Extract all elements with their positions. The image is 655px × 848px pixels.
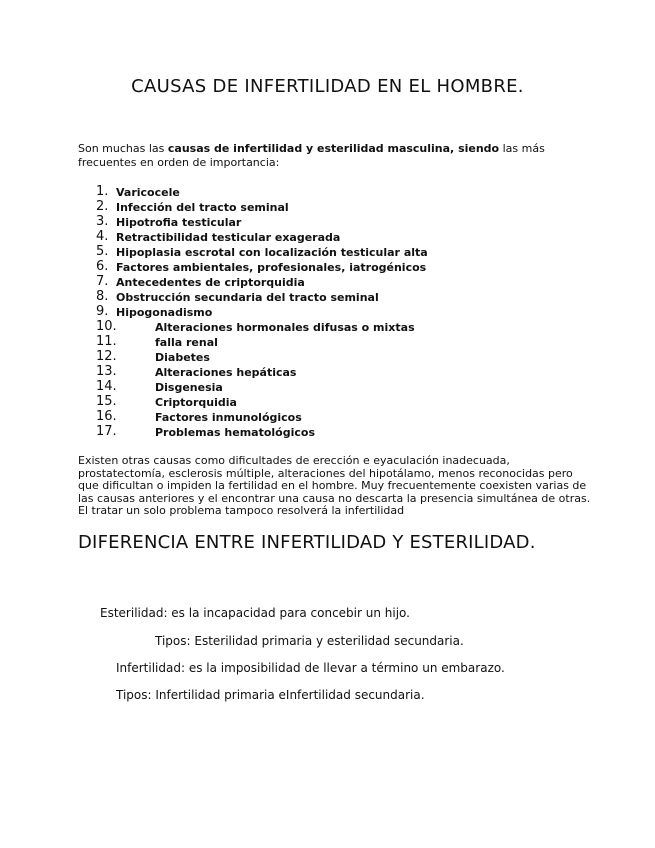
list-item-number: 9.	[96, 304, 109, 319]
list-item: Retractibilidad testicular exagerada	[116, 231, 341, 244]
list-item-number: 5.	[96, 244, 109, 259]
definition-esterilidad: Esterilidad: es la incapacidad para concebir un hijo.	[100, 606, 410, 620]
list-item: Factores ambientales, profesionales, iatrogénicos	[116, 261, 427, 274]
list-item: Problemas hematológicos	[155, 426, 315, 439]
intro-bold: causas de infertilidad y esterilidad masculina, siendo	[167, 142, 500, 155]
list-item: Varicocele	[116, 186, 180, 199]
paragraph-line: que dificultan o impiden la fertilidad en el hombre. Muy frecuentemente coexisten varias de	[78, 479, 587, 492]
list-item-number: 1.	[96, 184, 109, 199]
list-item: Antecedentes de criptorquidia	[116, 276, 305, 289]
list-item-number: 10.	[96, 319, 117, 334]
list-item-number: 14.	[96, 379, 117, 394]
list-item-number: 13.	[96, 364, 117, 379]
list-item-number: 7.	[96, 274, 109, 289]
intro-post: las más	[499, 142, 545, 155]
intro-pre: Son muchas las	[78, 142, 168, 155]
list-item: Alteraciones hormonales difusas o mixtas	[155, 321, 415, 334]
list-item-number: 11.	[96, 334, 117, 349]
list-item-number: 15.	[96, 394, 117, 409]
list-item-number: 17.	[96, 424, 117, 439]
list-item: Criptorquidia	[155, 396, 237, 409]
list-item: falla renal	[155, 336, 218, 349]
list-item-number: 2.	[96, 199, 109, 214]
list-item: Alteraciones hepáticas	[155, 366, 297, 379]
paragraph-line: prostatectomía, esclerosis múltiple, alteraciones del hipotálamo, menos reconocidas pero	[78, 466, 573, 480]
definition-infertilidad: Infertilidad: es la imposibilidad de llevar a término un embarazo.	[116, 661, 505, 675]
list-item-number: 8.	[96, 289, 109, 304]
list-item-number: 12.	[96, 349, 117, 364]
list-item: Hipogonadismo	[116, 306, 213, 319]
list-item: Infección del tracto seminal	[116, 201, 289, 214]
list-item-number: 6.	[96, 259, 109, 274]
list-item: Hipoplasia escrotal con localización testicular alta	[116, 246, 428, 259]
list-item-number: 4.	[96, 229, 109, 244]
list-item: Disgenesia	[155, 381, 223, 394]
list-item: Hipotrofia testicular	[116, 216, 242, 229]
list-item: Diabetes	[155, 351, 210, 364]
intro-line-2: frecuentes en orden de importancia:	[78, 156, 280, 169]
types-esterilidad: Tipos: Esterilidad primaria y esterilidad secundaria.	[155, 634, 464, 648]
page-title: CAUSAS DE INFERTILIDAD EN EL HOMBRE.	[131, 76, 524, 97]
paragraph-line: Existen otras causas como dificultades de erección e eyaculación inadecuada,	[78, 454, 510, 467]
paragraph-line: El tratar un solo problema tampoco resolverá la infertilidad	[78, 504, 405, 517]
paragraph-line: las causas anteriores y el encontrar una causa no descarta la presencia simultánea de otras.	[78, 491, 591, 505]
list-item: Factores inmunológicos	[155, 411, 302, 424]
intro-line-1	[78, 142, 545, 156]
types-infertilidad: Tipos: Infertilidad primaria eInfertilidad secundaria.	[116, 688, 425, 702]
list-item-number: 3.	[96, 214, 109, 229]
list-item-number: 16.	[96, 409, 117, 424]
section-heading: DIFERENCIA ENTRE INFERTILIDAD Y ESTERILIDAD.	[78, 532, 536, 553]
list-item: Obstrucción secundaria del tracto seminal	[116, 291, 379, 304]
